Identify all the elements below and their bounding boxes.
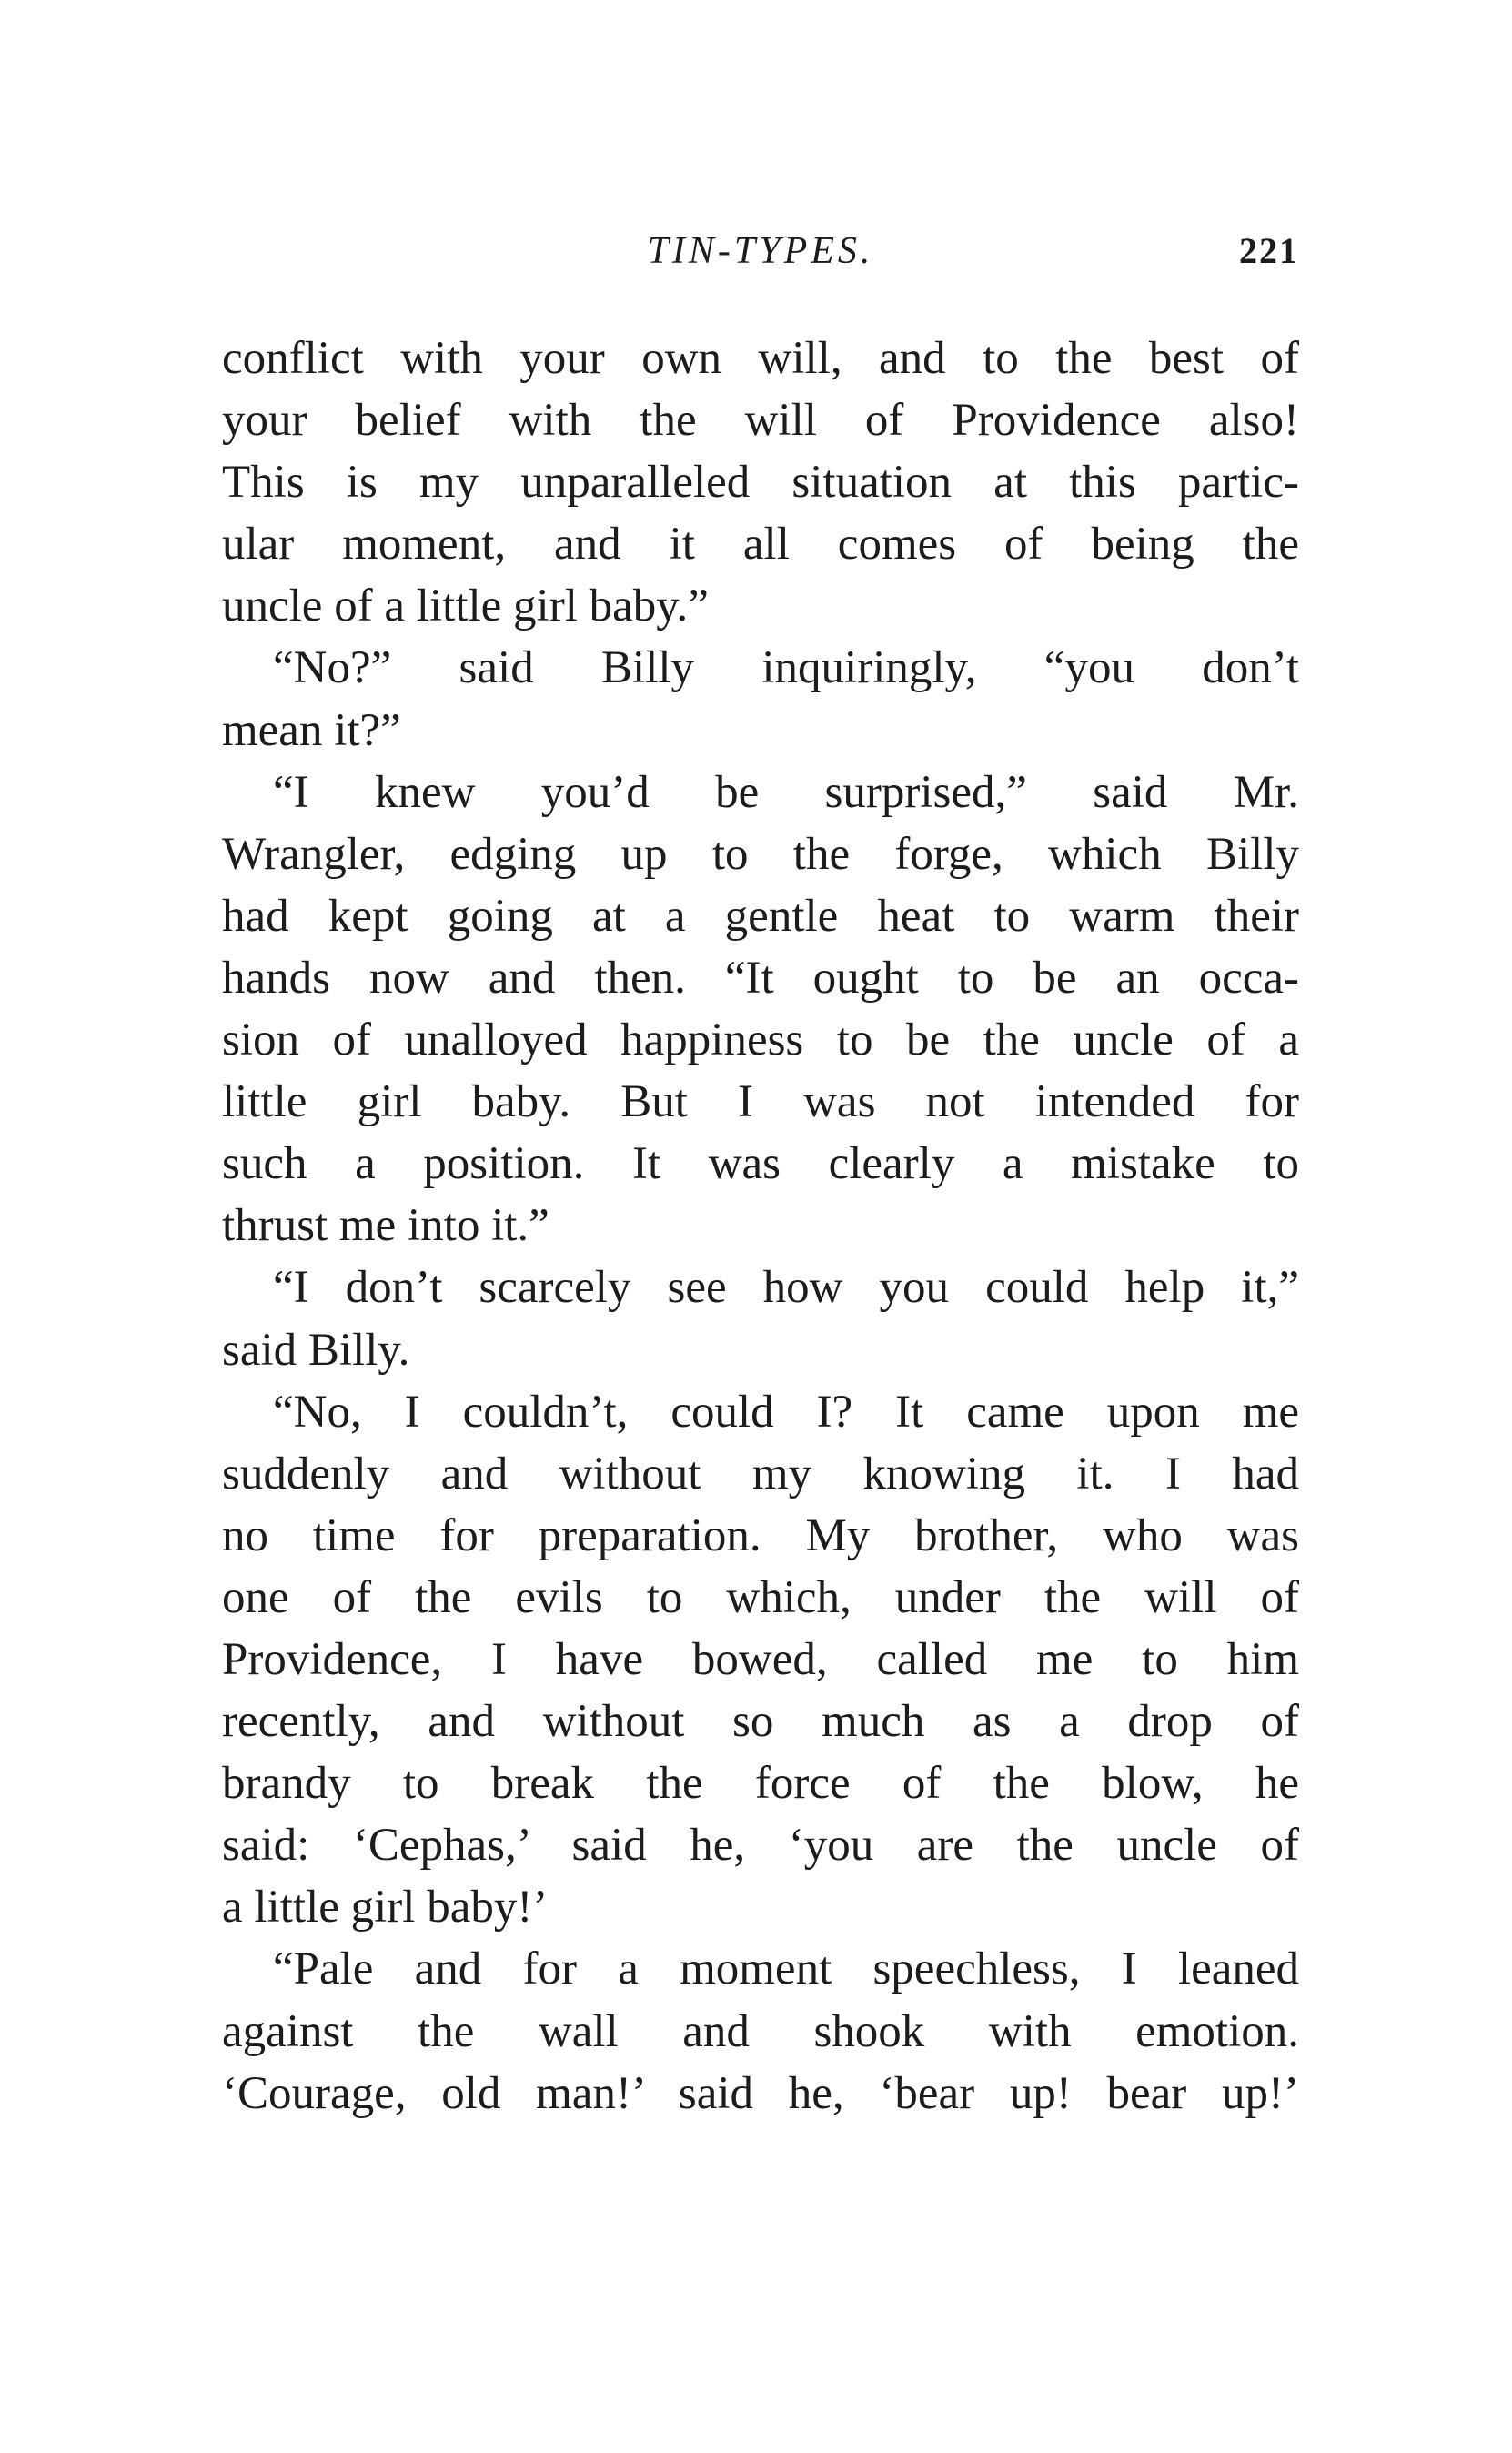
text-line: thrust me into it.” bbox=[222, 1200, 549, 1252]
text-line: This is my unparalleled situation at this partic- bbox=[222, 457, 1299, 509]
text-line: Wrangler, edging up to the forge, which Billy bbox=[222, 828, 1299, 880]
text-line: said Billy. bbox=[222, 1324, 410, 1376]
text-line: ular moment, and it all comes of being the bbox=[222, 519, 1299, 570]
text-line: mean it?” bbox=[222, 704, 401, 756]
running-head bbox=[222, 224, 1299, 278]
text-line: little girl baby. But I was not intended for bbox=[222, 1076, 1299, 1128]
text-line: uncle of a little girl baby.” bbox=[222, 580, 709, 632]
text-line: “No?” said Billy inquiringly, “you don’t bbox=[273, 642, 1299, 694]
text-line: had kept going at a gentle heat to warm their bbox=[222, 890, 1299, 942]
text-line: suddenly and without my knowing it. I had bbox=[222, 1448, 1299, 1499]
running-title: TIN-TYPES. bbox=[647, 230, 874, 272]
text-line: “I knew you’d be surprised,” said Mr. bbox=[273, 766, 1299, 818]
text-line: “Pale and for a moment speechless, I leaned bbox=[273, 1943, 1299, 1995]
text-line: conflict with your own will, and to the best of bbox=[222, 333, 1299, 384]
text-line: said: ‘Cephas,’ said he, ‘you are the uncle of bbox=[222, 1820, 1299, 1872]
page-number: 221 bbox=[1239, 230, 1299, 271]
text-line: sion of unalloyed happiness to be the uncle of a bbox=[222, 1015, 1299, 1066]
text-line: such a position. It was clearly a mistake to bbox=[222, 1138, 1299, 1190]
text-line: no time for preparation. My brother, who was bbox=[222, 1509, 1299, 1561]
text-line: Providence, I have bowed, called me to him bbox=[222, 1633, 1299, 1685]
text-line: brandy to break the force of the blow, he bbox=[222, 1758, 1299, 1810]
text-line: “No, I couldn’t, could I? It came upon me bbox=[273, 1386, 1299, 1438]
text-line: ‘Courage, old man!’ said he, ‘bear up! bear up!’ bbox=[222, 2067, 1299, 2119]
text-line: your belief with the will of Providence also! bbox=[222, 395, 1299, 447]
text-line: recently, and without so much as a drop of bbox=[222, 1696, 1299, 1748]
text-line: a little girl baby!’ bbox=[222, 1882, 549, 1933]
body-text bbox=[222, 328, 1299, 2125]
text-line: one of the evils to which, under the will of bbox=[222, 1571, 1299, 1623]
text-line: against the wall and shook with emotion. bbox=[222, 2005, 1299, 2057]
text-line: hands now and then. “It ought to be an occa- bbox=[222, 952, 1299, 1004]
text-line: “I don’t scarcely see how you could help it,” bbox=[273, 1262, 1299, 1314]
